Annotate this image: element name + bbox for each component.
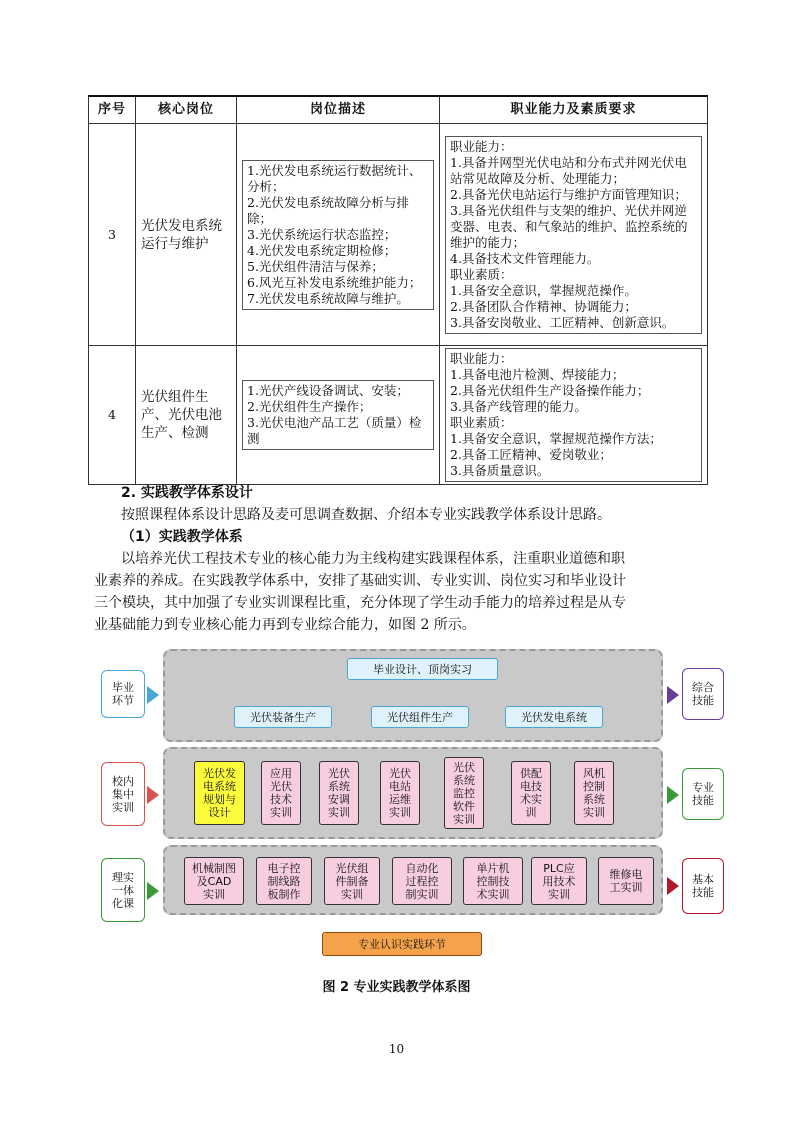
paragraph-line: 业素养的养成。在实践教学体系中，安排了基础实训、专业实训、岗位实习和毕业设计 (94, 573, 626, 589)
req-line: 1.具备安全意识，掌握规范操作。 (450, 282, 637, 298)
sub-heading: （1）实践教学体系 (121, 529, 243, 545)
paragraph-line: 三个模块，其中加强了专业实训课程比重，充分体现了学生动手能力的培养过程是从专 (94, 595, 626, 611)
arrow-right-icon (667, 877, 679, 895)
graduation-title: 毕业设计、顶岗实习 (347, 658, 498, 680)
header-req: 职业能力及素质要求 (440, 96, 708, 124)
bottom-item: PLC应 用技术 实训 (531, 857, 587, 905)
bottom-item: 维修电 工实训 (598, 857, 654, 905)
row-req (440, 346, 708, 485)
middle-item: 光伏 电站 运维 实训 (380, 761, 420, 825)
middle-item: 光伏 系统 安调 实训 (319, 761, 359, 825)
base-item: 专业认识实践环节 (322, 932, 482, 956)
page-number: 10 (388, 1042, 405, 1056)
paragraph-line: 以培养光伏工程技术专业的核心能力为主线构建实践课程体系，注重职业道德和职 (121, 551, 625, 567)
req-line: 1.具备电池片检测、焊接能力； (450, 367, 625, 382)
arrow-right-icon (147, 786, 159, 804)
desc-line: 3.光伏系统运行状态监控； (247, 226, 397, 242)
desc-line: 4.光伏发电系统定期检修； (247, 242, 397, 258)
top-item: 光伏装备生产 (234, 706, 332, 728)
left-label-integrated: 理实 一体 化课 (101, 858, 145, 922)
left-label-graduation: 毕业 环节 (101, 670, 145, 718)
section-intro: 按照课程体系设计思路及麦可思调查数据、介绍本专业实践教学体系设计思路。 (121, 507, 611, 523)
arrow-right-icon (667, 686, 679, 704)
req-line: 1.具备并网型光伏电站和分布式并网光伏电站常见故障及分析、处理能力； (450, 154, 687, 186)
arrow-right-icon (667, 786, 679, 804)
req-line: 2.具备光伏组件生产设备操作能力； (450, 383, 650, 398)
req-line: 3.具备安岗敬业、工匠精神、创新意识。 (450, 314, 675, 330)
bottom-item: 单片机 控制技 术实训 (463, 857, 523, 905)
req-line: 3.具备光伏组件与支架的维护、光伏并网逆变器、电表、和气象站的维护、监控系统的维护的能力； (450, 202, 688, 250)
req-line: 3.具备产线管理的能力。 (450, 399, 587, 414)
desc-line: 3.光伏电池产品工艺（质量）检测 (247, 415, 422, 446)
row-post: 光伏组件生产、光伏电池生产、检测 (136, 346, 237, 485)
middle-item: 光伏发 电系统 规划与 设计 (194, 761, 245, 825)
desc-line: 2.光伏组件生产操作； (247, 399, 372, 414)
middle-item: 风机 控制 系统 实训 (574, 761, 614, 825)
row-req (440, 124, 708, 346)
req-line: 职业能力： (450, 351, 513, 366)
row-desc (237, 346, 440, 485)
req-line: 2.具备工匠精神、爱岗敬业； (450, 447, 612, 462)
row-post: 光伏发电系统运行与维护 (136, 124, 237, 346)
req-line: 2.具备光伏电站运行与维护方面管理知识； (450, 186, 687, 202)
right-label-basic: 基本 技能 (682, 858, 724, 914)
middle-item: 光伏 系统 监控 软件 实训 (444, 757, 484, 829)
arrow-right-icon (147, 882, 159, 900)
right-label-professional: 专业 技能 (682, 768, 724, 820)
desc-line: 6.风光互补发电系统维护能力； (247, 274, 422, 290)
desc-line: 1.光伏发电系统运行数据统计、分析； (247, 162, 422, 194)
desc-line: 2.光伏发电系统故障分析与排除； (247, 194, 409, 226)
arrow-right-icon (147, 686, 159, 704)
req-line: 3.具备质量意识。 (450, 463, 550, 478)
job-table (88, 95, 708, 485)
right-label-comprehensive: 综合 技能 (682, 668, 724, 720)
middle-item: 供配 电技 术实 训 (511, 761, 551, 825)
header-post: 核心岗位 (136, 96, 237, 124)
req-line: 4.具备技术文件管理能力。 (450, 250, 600, 266)
section-heading: 2. 实践教学体系设计 (121, 485, 253, 501)
paragraph-line: 业基础能力到专业核心能力再到专业综合能力，如图 2 所示。 (94, 617, 476, 633)
req-line: 职业能力： (450, 138, 513, 154)
middle-item: 应用 光伏 技术 实训 (261, 761, 301, 825)
req-line: 职业素质： (450, 415, 513, 430)
header-desc: 岗位描述 (237, 96, 440, 124)
figure-caption: 图 2 专业实践教学体系图 (322, 980, 471, 995)
left-label-centralized: 校内 集中 实训 (101, 762, 145, 826)
top-item: 光伏发电系统 (505, 706, 603, 728)
row-num: 3 (89, 124, 136, 346)
desc-line: 1.光伏产线设备调试、安装； (247, 383, 409, 398)
req-line: 1.具备安全意识，掌握规范操作方法； (450, 431, 662, 446)
bottom-item: 电子控 制线路 板制作 (256, 857, 312, 905)
bottom-item: 机械制图 及CAD 实训 (184, 857, 244, 905)
bottom-item: 自动化 过程控 制实训 (392, 857, 452, 905)
table-row (89, 346, 708, 485)
top-item: 光伏组件生产 (371, 706, 469, 728)
row-num: 4 (89, 346, 136, 485)
table-row (89, 124, 708, 346)
row-desc (237, 124, 440, 346)
desc-line: 5.光伏组件清洁与保养； (247, 258, 384, 274)
desc-line: 7.光伏发电系统故障与维护。 (247, 290, 409, 306)
req-line: 2.具备团队合作精神、协调能力； (450, 298, 637, 314)
req-line: 职业素质： (450, 266, 513, 282)
header-num: 序号 (89, 96, 136, 124)
bottom-item: 光伏组 件制备 实训 (324, 857, 380, 905)
